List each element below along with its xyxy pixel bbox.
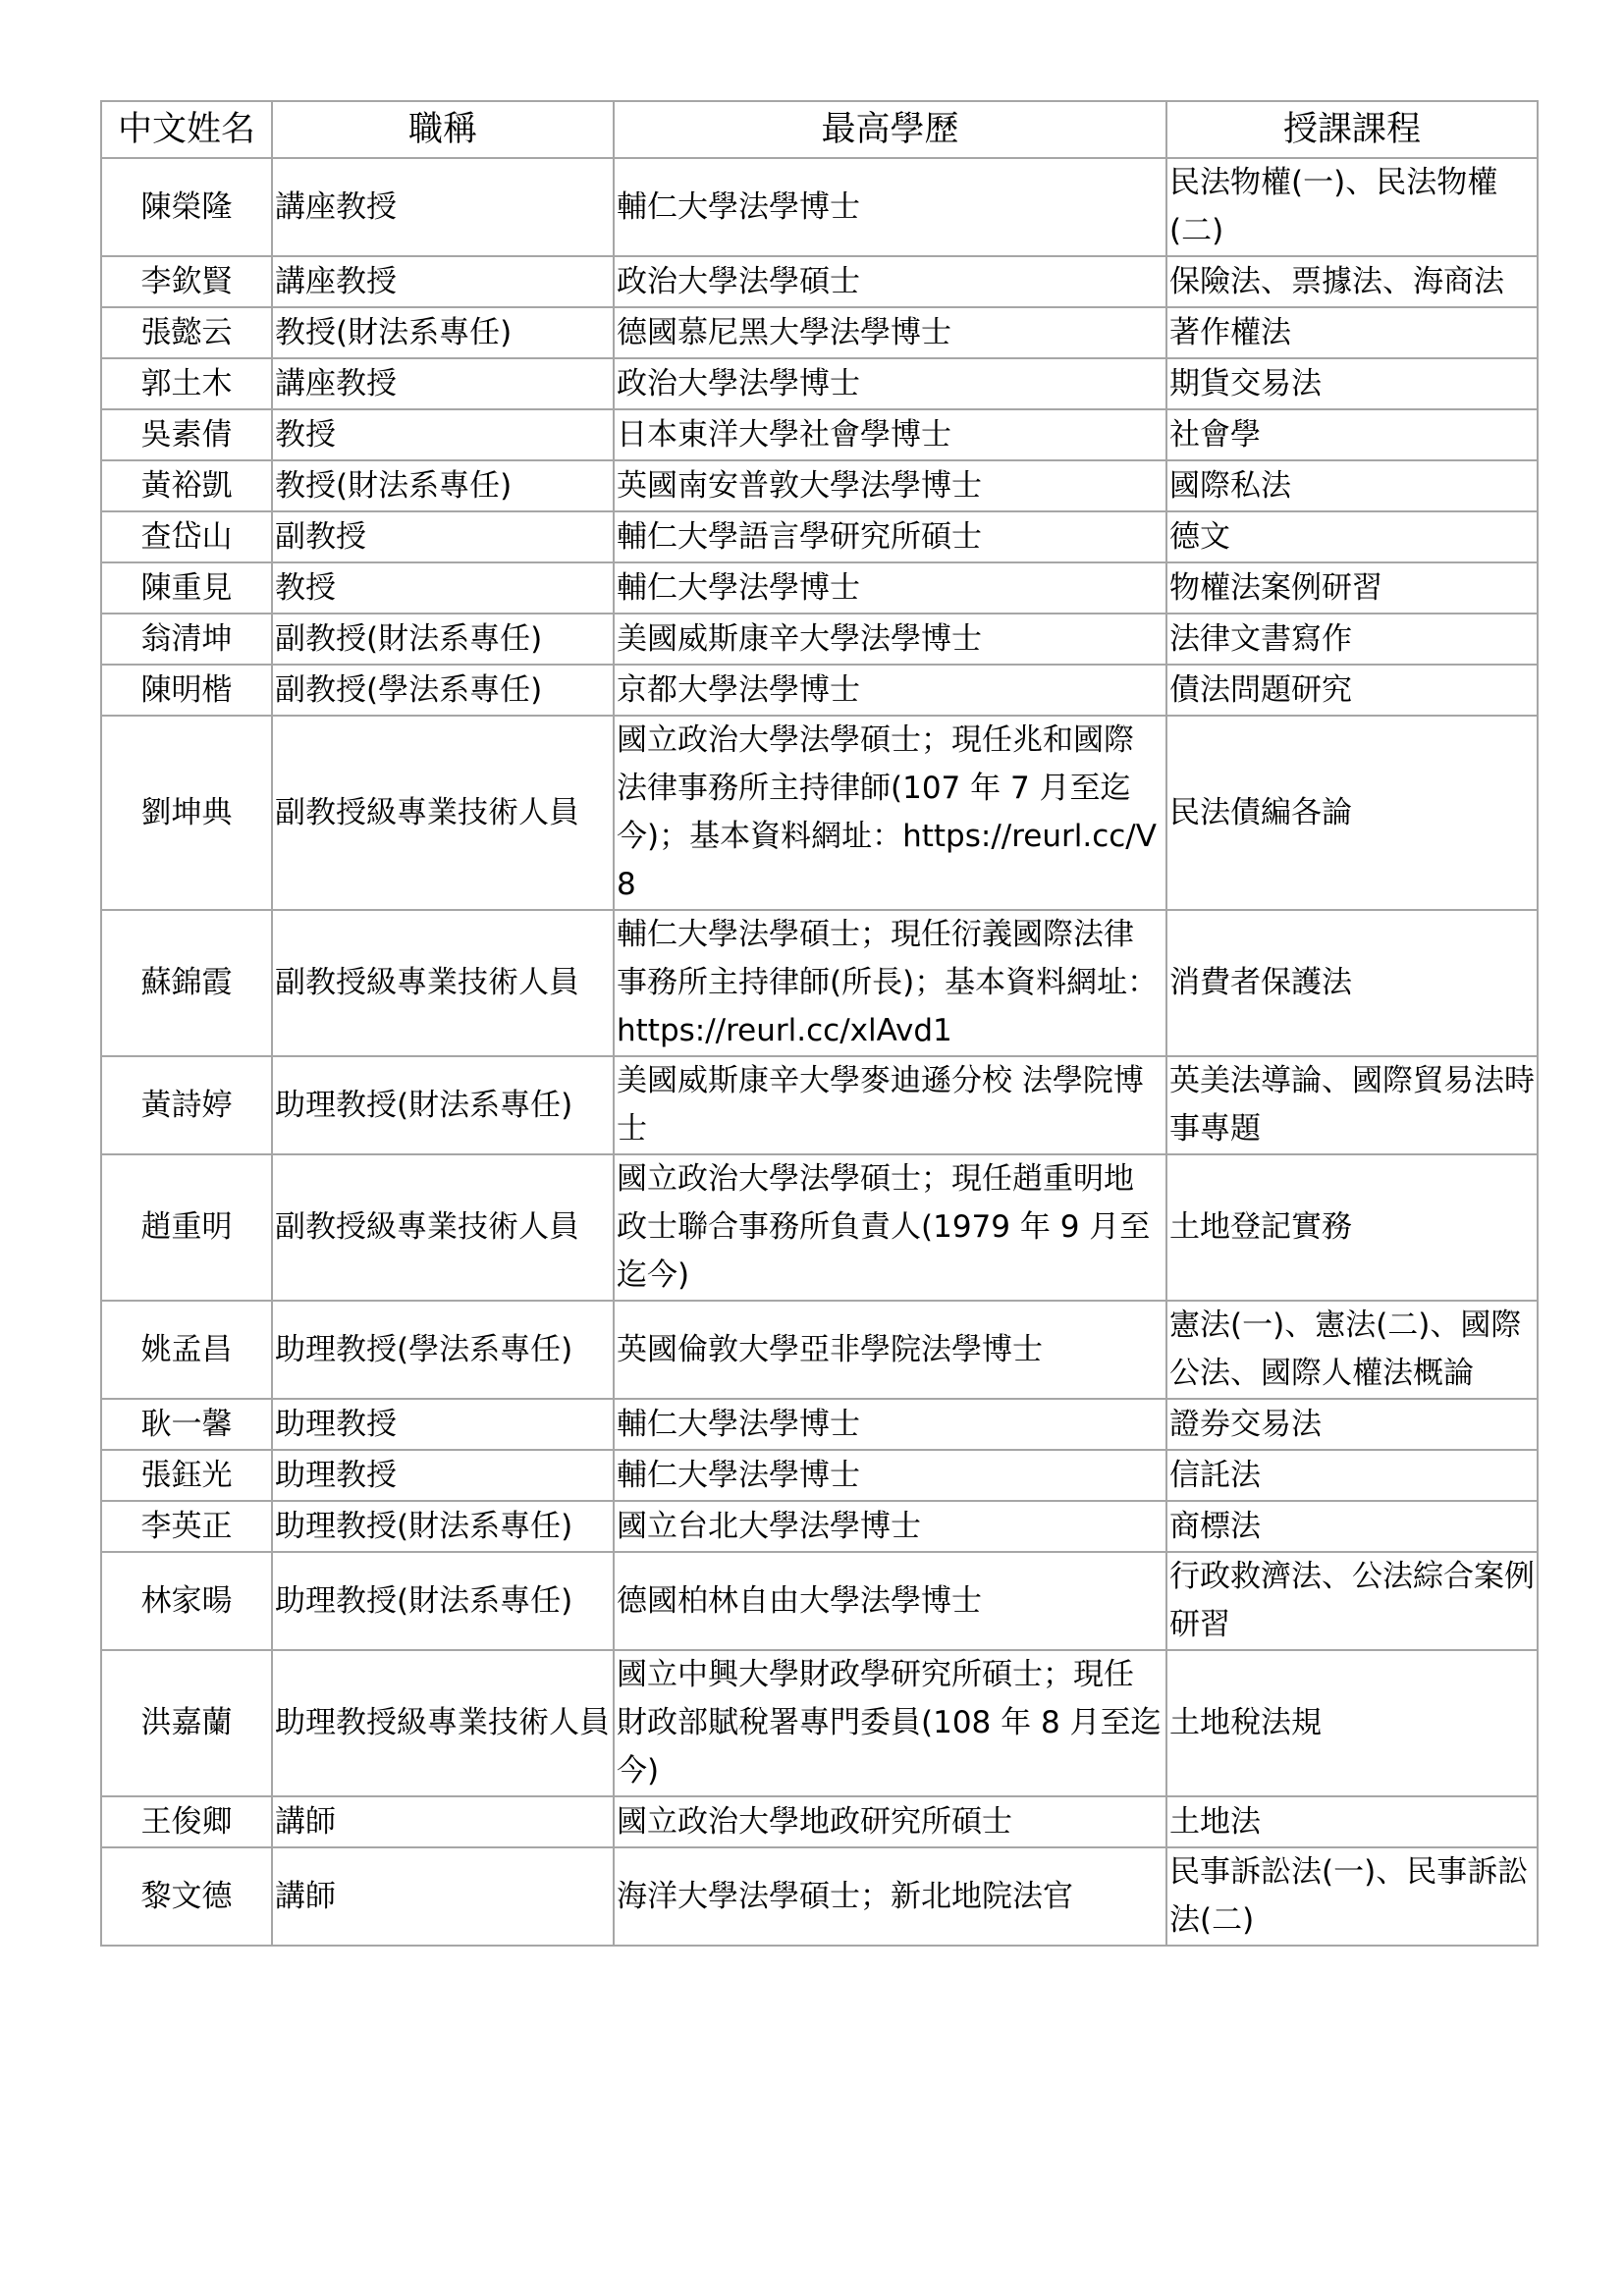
- cell-courses: 期貨交易法: [1166, 358, 1538, 409]
- cell-name: 蘇錦霞: [101, 910, 272, 1056]
- cell-name: 黎文德: [101, 1847, 272, 1946]
- table-row: [101, 1847, 1538, 1946]
- cell-title: 助理教授: [272, 1399, 614, 1450]
- cell-education: 美國威斯康辛大學麥迪遜分校 法學院博士: [614, 1056, 1166, 1154]
- table-row: [101, 1450, 1538, 1501]
- cell-education: 國立政治大學法學碩士；現任兆和國際法律事務所主持律師(107 年 7 月至迄今)；基本資料網址：https://reurl.cc/V8: [614, 716, 1166, 910]
- cell-education: 輔仁大學法學博士: [614, 562, 1166, 614]
- cell-courses: 民法物權(一)、民法物權(二): [1166, 158, 1538, 256]
- cell-title: 講座教授: [272, 256, 614, 307]
- table-row: [101, 1056, 1538, 1154]
- cell-education: 輔仁大學法學博士: [614, 1450, 1166, 1501]
- cell-courses: 民事訴訟法(一)、民事訴訟法(二): [1166, 1847, 1538, 1946]
- cell-title: 助理教授(學法系專任): [272, 1301, 614, 1399]
- cell-title: 教授(財法系專任): [272, 307, 614, 358]
- cell-title: 副教授級專業技術人員: [272, 910, 614, 1056]
- cell-courses: 消費者保護法: [1166, 910, 1538, 1056]
- header-title: 職稱: [272, 101, 614, 158]
- cell-title: 助理教授: [272, 1450, 614, 1501]
- cell-title: 副教授級專業技術人員: [272, 716, 614, 910]
- cell-courses: 德文: [1166, 511, 1538, 562]
- cell-title: 講師: [272, 1847, 614, 1946]
- cell-courses: 商標法: [1166, 1501, 1538, 1552]
- cell-name: 陳榮隆: [101, 158, 272, 256]
- cell-title: 助理教授(財法系專任): [272, 1056, 614, 1154]
- cell-title: 助理教授(財法系專任): [272, 1501, 614, 1552]
- table-row: [101, 614, 1538, 665]
- table-row: [101, 307, 1538, 358]
- header-education: 最高學歷: [614, 101, 1166, 158]
- cell-title: 教授: [272, 562, 614, 614]
- header-name: 中文姓名: [101, 101, 272, 158]
- cell-name: 李欽賢: [101, 256, 272, 307]
- table-row: [101, 1399, 1538, 1450]
- cell-title: 講師: [272, 1796, 614, 1847]
- cell-title: 副教授(學法系專任): [272, 665, 614, 716]
- cell-courses: 證券交易法: [1166, 1399, 1538, 1450]
- cell-courses: 民法債編各論: [1166, 716, 1538, 910]
- cell-courses: 土地稅法規: [1166, 1650, 1538, 1796]
- cell-education: 德國慕尼黑大學法學博士: [614, 307, 1166, 358]
- cell-courses: 社會學: [1166, 409, 1538, 460]
- faculty-table: [100, 100, 1539, 1947]
- cell-education: 國立中興大學財政學研究所碩士；現任財政部賦稅署專門委員(108 年 8 月至迄今): [614, 1650, 1166, 1796]
- table-row: [101, 158, 1538, 256]
- cell-name: 劉坤典: [101, 716, 272, 910]
- cell-name: 查岱山: [101, 511, 272, 562]
- cell-name: 陳重見: [101, 562, 272, 614]
- cell-education: 國立政治大學地政研究所碩士: [614, 1796, 1166, 1847]
- cell-courses: 土地法: [1166, 1796, 1538, 1847]
- table-row: [101, 910, 1538, 1056]
- cell-name: 林家暘: [101, 1552, 272, 1650]
- cell-name: 趙重明: [101, 1154, 272, 1301]
- cell-title: 副教授(財法系專任): [272, 614, 614, 665]
- cell-education: 海洋大學法學碩士；新北地院法官: [614, 1847, 1166, 1946]
- table-header-row: [101, 101, 1538, 158]
- cell-name: 張鈺光: [101, 1450, 272, 1501]
- cell-education: 輔仁大學法學碩士；現任衍義國際法律事務所主持律師(所長)；基本資料網址：https://reurl.cc/xlAvd1: [614, 910, 1166, 1056]
- table-row: [101, 460, 1538, 511]
- cell-title: 講座教授: [272, 158, 614, 256]
- cell-courses: 法律文書寫作: [1166, 614, 1538, 665]
- cell-courses: 英美法導論、國際貿易法時事專題: [1166, 1056, 1538, 1154]
- table-row: [101, 1501, 1538, 1552]
- cell-education: 輔仁大學語言學研究所碩士: [614, 511, 1166, 562]
- cell-name: 洪嘉蘭: [101, 1650, 272, 1796]
- table-row: [101, 562, 1538, 614]
- cell-title: 教授(財法系專任): [272, 460, 614, 511]
- cell-courses: 信託法: [1166, 1450, 1538, 1501]
- table-row: [101, 409, 1538, 460]
- cell-courses: 著作權法: [1166, 307, 1538, 358]
- cell-education: 輔仁大學法學博士: [614, 158, 1166, 256]
- table-row: [101, 665, 1538, 716]
- table-row: [101, 511, 1538, 562]
- header-courses: 授課課程: [1166, 101, 1538, 158]
- cell-courses: 憲法(一)、憲法(二)、國際公法、國際人權法概論: [1166, 1301, 1538, 1399]
- cell-title: 講座教授: [272, 358, 614, 409]
- cell-courses: 國際私法: [1166, 460, 1538, 511]
- table-row: [101, 1301, 1538, 1399]
- cell-name: 黃詩婷: [101, 1056, 272, 1154]
- table-row: [101, 256, 1538, 307]
- cell-education: 美國威斯康辛大學法學博士: [614, 614, 1166, 665]
- cell-title: 教授: [272, 409, 614, 460]
- table-row: [101, 1796, 1538, 1847]
- cell-education: 政治大學法學博士: [614, 358, 1166, 409]
- cell-education: 京都大學法學博士: [614, 665, 1166, 716]
- cell-name: 陳明楷: [101, 665, 272, 716]
- cell-education: 英國南安普敦大學法學博士: [614, 460, 1166, 511]
- cell-courses: 物權法案例研習: [1166, 562, 1538, 614]
- cell-name: 王俊卿: [101, 1796, 272, 1847]
- cell-name: 郭土木: [101, 358, 272, 409]
- cell-education: 國立政治大學法學碩士；現任趙重明地政士聯合事務所負責人(1979 年 9 月至迄今): [614, 1154, 1166, 1301]
- cell-courses: 保險法、票據法、海商法: [1166, 256, 1538, 307]
- cell-courses: 債法問題研究: [1166, 665, 1538, 716]
- cell-name: 翁清坤: [101, 614, 272, 665]
- cell-courses: 行政救濟法、公法綜合案例研習: [1166, 1552, 1538, 1650]
- cell-name: 耿一馨: [101, 1399, 272, 1450]
- cell-name: 吳素倩: [101, 409, 272, 460]
- cell-name: 姚孟昌: [101, 1301, 272, 1399]
- cell-education: 日本東洋大學社會學博士: [614, 409, 1166, 460]
- cell-education: 德國柏林自由大學法學博士: [614, 1552, 1166, 1650]
- cell-education: 輔仁大學法學博士: [614, 1399, 1166, 1450]
- table-row: [101, 1154, 1538, 1301]
- table-row: [101, 716, 1538, 910]
- cell-name: 李英正: [101, 1501, 272, 1552]
- cell-title: 助理教授(財法系專任): [272, 1552, 614, 1650]
- cell-education: 國立台北大學法學博士: [614, 1501, 1166, 1552]
- cell-education: 英國倫敦大學亞非學院法學博士: [614, 1301, 1166, 1399]
- cell-courses: 土地登記實務: [1166, 1154, 1538, 1301]
- cell-title: 副教授: [272, 511, 614, 562]
- table-row: [101, 1552, 1538, 1650]
- table-row: [101, 1650, 1538, 1796]
- cell-name: 黃裕凱: [101, 460, 272, 511]
- cell-name: 張懿云: [101, 307, 272, 358]
- cell-title: 副教授級專業技術人員: [272, 1154, 614, 1301]
- table-row: [101, 358, 1538, 409]
- cell-title: 助理教授級專業技術人員: [272, 1650, 614, 1796]
- cell-education: 政治大學法學碩士: [614, 256, 1166, 307]
